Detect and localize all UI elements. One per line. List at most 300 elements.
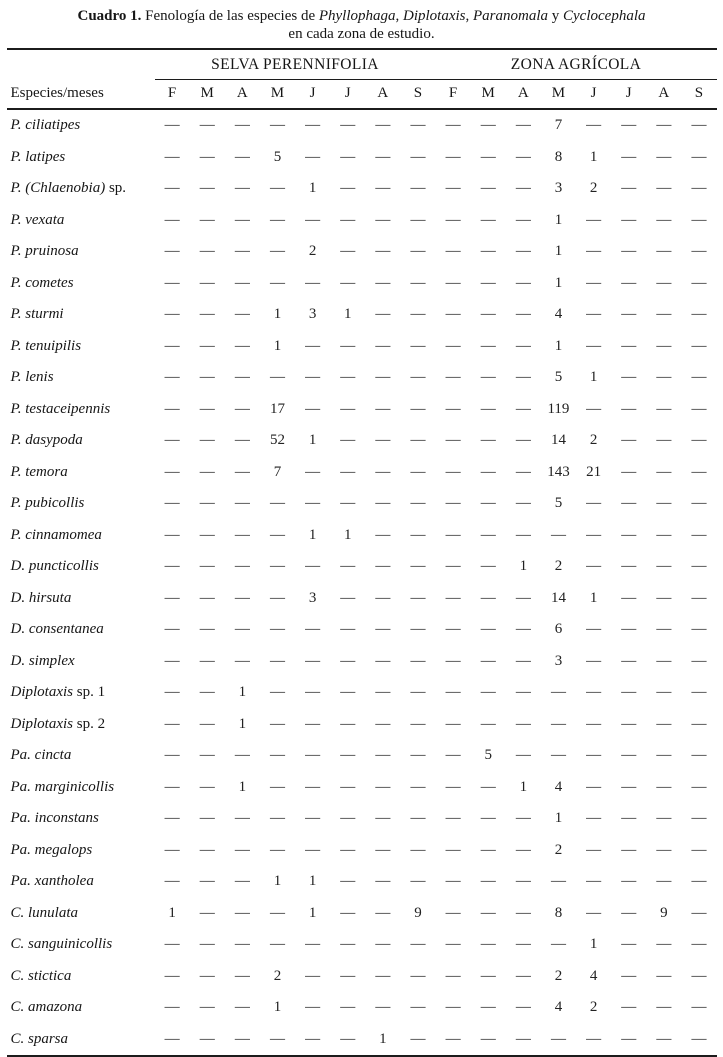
cell: — — [656, 400, 672, 417]
cell: — — [656, 558, 672, 575]
month-header-row — [7, 80, 717, 110]
cell: — — [269, 904, 285, 921]
cell: — — [410, 810, 426, 827]
cell: — — [656, 684, 672, 701]
cell: — — [234, 589, 250, 606]
cell: — — [164, 778, 180, 795]
cell: — — [375, 432, 391, 449]
cell: — — [164, 526, 180, 543]
cell: — — [515, 810, 531, 827]
cell: — — [656, 747, 672, 764]
cell: 1 — [589, 589, 598, 606]
species-name: C. sanguinicollis — [10, 936, 113, 953]
species-label — [7, 677, 155, 709]
cell: — — [269, 526, 285, 543]
cell: — — [586, 841, 602, 858]
cell: — — [515, 652, 531, 669]
cell: — — [445, 841, 461, 858]
cell: — — [340, 243, 356, 260]
cell: — — [691, 747, 707, 764]
cell: — — [164, 684, 180, 701]
species-label — [7, 583, 155, 615]
cell: — — [621, 873, 637, 890]
cell: 1 — [238, 684, 247, 701]
cell: — — [691, 621, 707, 638]
cell: 1 — [519, 558, 528, 575]
cell: — — [199, 621, 215, 638]
cell: — — [656, 652, 672, 669]
cell: — — [305, 211, 321, 228]
cell: — — [480, 526, 496, 543]
cell: — — [269, 180, 285, 197]
cell: — — [480, 148, 496, 165]
species-name: C. sparsa — [10, 1030, 69, 1047]
cell: — — [445, 306, 461, 323]
cell: — — [340, 148, 356, 165]
cell: — — [515, 589, 531, 606]
cell: — — [656, 337, 672, 354]
cell: — — [305, 369, 321, 386]
cell: — — [586, 400, 602, 417]
cell: — — [691, 148, 707, 165]
cell: — — [164, 180, 180, 197]
species-row — [7, 457, 717, 489]
cell: — — [234, 495, 250, 512]
cell: — — [515, 211, 531, 228]
cell: — — [375, 999, 391, 1016]
cell: — — [515, 306, 531, 323]
cell: — — [586, 306, 602, 323]
cell: 5 — [554, 495, 563, 512]
cell: — — [234, 117, 250, 134]
cell: — — [656, 967, 672, 984]
month-col-7: A — [365, 80, 400, 110]
species-row — [7, 394, 717, 426]
cell: — — [340, 715, 356, 732]
cell: — — [199, 369, 215, 386]
cell: — — [269, 841, 285, 858]
cell: — — [445, 967, 461, 984]
cell: — — [691, 715, 707, 732]
species-label — [7, 835, 155, 867]
cell: 4 — [554, 999, 563, 1016]
cell: — — [656, 306, 672, 323]
month-col-16: S — [681, 80, 716, 110]
cell: — — [199, 652, 215, 669]
cell: — — [340, 936, 356, 953]
species-row — [7, 709, 717, 741]
cell: — — [375, 306, 391, 323]
species-row — [7, 331, 717, 363]
cell: — — [199, 936, 215, 953]
cell: 1 — [519, 778, 528, 795]
cell: — — [410, 432, 426, 449]
cell: — — [410, 1030, 426, 1047]
cell: — — [656, 211, 672, 228]
cell: — — [305, 967, 321, 984]
cell: — — [656, 117, 672, 134]
cell: — — [480, 810, 496, 827]
cell: — — [340, 810, 356, 827]
cell: — — [269, 621, 285, 638]
cell: — — [586, 117, 602, 134]
cell: — — [340, 558, 356, 575]
cell: 2 — [589, 432, 598, 449]
cell: — — [410, 400, 426, 417]
cell: — — [621, 117, 637, 134]
cell: — — [550, 715, 566, 732]
cell: — — [515, 999, 531, 1016]
cell: 2 — [308, 243, 317, 260]
cell: — — [305, 148, 321, 165]
cell: — — [445, 778, 461, 795]
cell: — — [199, 999, 215, 1016]
cell: — — [410, 589, 426, 606]
cell: — — [445, 810, 461, 827]
month-col-8: S — [400, 80, 435, 110]
cell: — — [234, 652, 250, 669]
cell: — — [480, 778, 496, 795]
cell: — — [164, 463, 180, 480]
species-label — [7, 551, 155, 583]
month-col-12: M — [541, 80, 576, 110]
cell: — — [480, 873, 496, 890]
cell: — — [515, 904, 531, 921]
cell: — — [586, 211, 602, 228]
cell: 21 — [586, 463, 602, 480]
cell: 119 — [547, 400, 570, 417]
cell: — — [691, 211, 707, 228]
cell: — — [410, 715, 426, 732]
cell: — — [480, 180, 496, 197]
cell: — — [691, 558, 707, 575]
cell: — — [691, 337, 707, 354]
cell: — — [340, 369, 356, 386]
cell: — — [480, 117, 496, 134]
cell: — — [269, 936, 285, 953]
phenology-table — [7, 48, 717, 1057]
cell: — — [515, 117, 531, 134]
species-name: C. lunulata — [10, 904, 79, 921]
cell: — — [586, 495, 602, 512]
cell: — — [656, 810, 672, 827]
cell: — — [621, 495, 637, 512]
species-row — [7, 299, 717, 331]
caption-number: Cuadro 1. — [77, 8, 142, 24]
cell: — — [375, 810, 391, 827]
cell: — — [164, 495, 180, 512]
cell: — — [199, 463, 215, 480]
cell: 4 — [589, 967, 598, 984]
cell: — — [515, 841, 531, 858]
cell: — — [269, 589, 285, 606]
cell: — — [164, 306, 180, 323]
cell: — — [234, 274, 250, 291]
cell: — — [480, 589, 496, 606]
species-name: P. (Chlaenobia) — [10, 180, 106, 197]
cell: — — [375, 841, 391, 858]
cell: — — [515, 936, 531, 953]
cell: — — [480, 432, 496, 449]
month-col-1: F — [155, 80, 190, 110]
cell: 1 — [308, 180, 317, 197]
cell: — — [410, 778, 426, 795]
month-col-9: F — [436, 80, 471, 110]
cell: — — [410, 148, 426, 165]
cell: — — [269, 778, 285, 795]
cell: — — [234, 400, 250, 417]
cell: — — [621, 306, 637, 323]
cell: — — [164, 715, 180, 732]
cell: — — [269, 495, 285, 512]
cell: 143 — [547, 463, 570, 480]
species-label — [7, 142, 155, 174]
cell: — — [269, 652, 285, 669]
cell: — — [305, 117, 321, 134]
group-header-zona: ZONA AGRÍCOLA — [436, 49, 717, 80]
species-row — [7, 551, 717, 583]
cell: 1 — [308, 873, 317, 890]
cell: — — [445, 873, 461, 890]
species-row — [7, 142, 717, 174]
cell: 14 — [550, 432, 566, 449]
cell: — — [691, 432, 707, 449]
cell: — — [621, 778, 637, 795]
cell: — — [164, 873, 180, 890]
cell: — — [340, 463, 356, 480]
cell: — — [375, 180, 391, 197]
cell: 4 — [554, 306, 563, 323]
cell: — — [691, 967, 707, 984]
cell: — — [375, 558, 391, 575]
species-label — [7, 457, 155, 489]
cell: 9 — [660, 904, 668, 921]
cell: — — [621, 841, 637, 858]
cell: — — [340, 652, 356, 669]
cell: 7 — [273, 463, 282, 480]
cell: — — [621, 936, 637, 953]
cell: — — [164, 1030, 180, 1047]
cell: 1 — [343, 306, 352, 323]
cell: — — [480, 999, 496, 1016]
cell: — — [515, 274, 531, 291]
cell: — — [375, 967, 391, 984]
species-label — [7, 236, 155, 268]
cell: — — [375, 778, 391, 795]
cell: — — [445, 369, 461, 386]
cell: — — [480, 306, 496, 323]
cell: — — [621, 180, 637, 197]
species-name: Pa. inconstans — [10, 810, 99, 827]
cell: — — [199, 243, 215, 260]
species-name: P. pruinosa — [10, 243, 79, 260]
cell: — — [269, 274, 285, 291]
cell: — — [234, 999, 250, 1016]
cell: — — [410, 274, 426, 291]
cell: 2 — [589, 180, 598, 197]
cell: — — [199, 400, 215, 417]
species-label — [7, 772, 155, 804]
cell: — — [410, 999, 426, 1016]
species-row — [7, 205, 717, 237]
species-row — [7, 488, 717, 520]
cell: — — [445, 715, 461, 732]
cell: — — [375, 873, 391, 890]
cell: — — [164, 148, 180, 165]
species-label — [7, 961, 155, 993]
month-col-14: J — [611, 80, 646, 110]
species-name: P. vexata — [10, 211, 65, 228]
species-name: D. simplex — [10, 652, 75, 669]
cell: — — [199, 211, 215, 228]
cell: — — [375, 148, 391, 165]
species-label — [7, 205, 155, 237]
cell: — — [656, 621, 672, 638]
cell: — — [234, 463, 250, 480]
cell: — — [410, 558, 426, 575]
cell: — — [410, 306, 426, 323]
cell: — — [164, 117, 180, 134]
cell: — — [234, 369, 250, 386]
cell: — — [199, 1030, 215, 1047]
cell: — — [199, 747, 215, 764]
cell: 3 — [308, 589, 317, 606]
cell: — — [550, 684, 566, 701]
cell: — — [199, 967, 215, 984]
cell: — — [340, 747, 356, 764]
cell: — — [550, 747, 566, 764]
cell: — — [164, 621, 180, 638]
corner-empty-cell — [7, 49, 155, 80]
cell: — — [164, 369, 180, 386]
cell: — — [656, 180, 672, 197]
cell: — — [199, 180, 215, 197]
cell: — — [445, 589, 461, 606]
cell: — — [691, 810, 707, 827]
cell: — — [234, 558, 250, 575]
species-name: P. temora — [10, 463, 68, 480]
caption-genus-4: Cyclocephala — [563, 8, 646, 24]
cell: — — [305, 400, 321, 417]
cell: — — [305, 841, 321, 858]
cell: — — [164, 747, 180, 764]
cell: — — [515, 180, 531, 197]
cell: — — [164, 589, 180, 606]
cell: — — [199, 117, 215, 134]
cell: 1 — [308, 432, 317, 449]
species-label — [7, 803, 155, 835]
cell: 1 — [343, 526, 352, 543]
cell: — — [375, 243, 391, 260]
cell: — — [199, 778, 215, 795]
cell: — — [375, 400, 391, 417]
month-col-13: J — [576, 80, 611, 110]
cell: — — [445, 652, 461, 669]
species-name: Diplotaxis — [10, 715, 73, 732]
cell: — — [586, 684, 602, 701]
cell: — — [515, 526, 531, 543]
species-row — [7, 236, 717, 268]
cell: — — [480, 495, 496, 512]
cell: — — [199, 274, 215, 291]
species-name: Pa. marginicollis — [10, 778, 115, 795]
species-label — [7, 520, 155, 552]
cell: 3 — [554, 652, 563, 669]
species-name: P. pubicollis — [10, 495, 85, 512]
species-months-label: Especies/meses — [7, 80, 155, 110]
cell: — — [199, 904, 215, 921]
cell: — — [375, 589, 391, 606]
cell: — — [340, 495, 356, 512]
cell: — — [691, 274, 707, 291]
cell: — — [621, 1030, 637, 1047]
cell: — — [480, 715, 496, 732]
caption-text-3: , — [465, 8, 474, 24]
cell: — — [410, 463, 426, 480]
species-row — [7, 772, 717, 804]
group-header-row — [7, 49, 717, 80]
species-row — [7, 992, 717, 1024]
cell: — — [691, 684, 707, 701]
cell: — — [375, 936, 391, 953]
cell: — — [480, 684, 496, 701]
species-label — [7, 614, 155, 646]
species-row — [7, 268, 717, 300]
species-row — [7, 866, 717, 898]
cell: — — [550, 936, 566, 953]
cell: — — [410, 337, 426, 354]
species-name: P. sturmi — [10, 306, 64, 323]
cell: — — [445, 274, 461, 291]
cell: 1 — [554, 243, 563, 260]
cell: — — [480, 1030, 496, 1047]
table-caption — [0, 7, 723, 43]
month-col-2: M — [190, 80, 225, 110]
cell: — — [234, 337, 250, 354]
species-label — [7, 929, 155, 961]
cell: — — [445, 117, 461, 134]
cell: — — [656, 243, 672, 260]
cell: — — [234, 967, 250, 984]
cell: — — [199, 495, 215, 512]
cell: — — [305, 936, 321, 953]
cell: — — [305, 652, 321, 669]
cell: — — [480, 274, 496, 291]
caption-line2: en cada zona de estudio. — [288, 26, 435, 42]
cell: 1 — [554, 274, 563, 291]
cell: — — [445, 148, 461, 165]
cell: — — [234, 211, 250, 228]
cell: — — [234, 306, 250, 323]
species-name: Pa. cincta — [10, 747, 72, 764]
cell: — — [164, 274, 180, 291]
species-row — [7, 929, 717, 961]
cell: — — [480, 337, 496, 354]
cell: — — [515, 243, 531, 260]
species-label — [7, 362, 155, 394]
species-row — [7, 109, 717, 142]
cell: — — [410, 526, 426, 543]
cell: — — [656, 841, 672, 858]
cell: — — [586, 274, 602, 291]
cell: — — [269, 369, 285, 386]
cell: 2 — [554, 558, 563, 575]
species-label — [7, 992, 155, 1024]
species-label — [7, 331, 155, 363]
cell: 1 — [273, 306, 282, 323]
cell: — — [375, 621, 391, 638]
cell: — — [269, 684, 285, 701]
